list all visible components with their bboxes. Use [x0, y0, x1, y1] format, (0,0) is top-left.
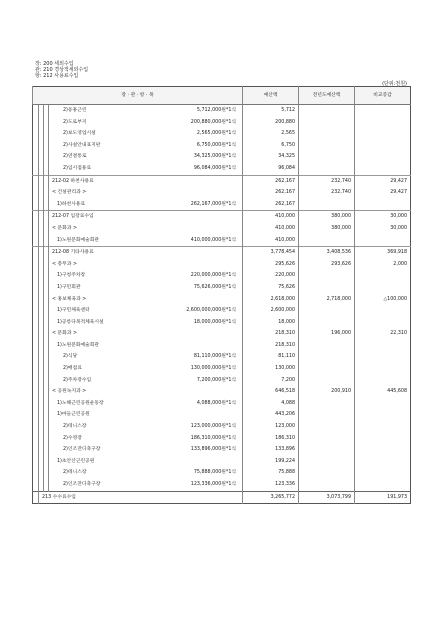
row-label: 1)구청주차장 [57, 273, 86, 279]
table-row [33, 467, 411, 479]
table-row [33, 386, 411, 398]
row-label: 2)입시점용료 [63, 165, 92, 171]
row-prev: 293,626 [299, 259, 355, 271]
row-name [49, 479, 243, 491]
row-label: 2)연결통로 [63, 154, 87, 160]
row-label: < 총무과 > [52, 261, 77, 267]
row-budget: 200,880 [243, 117, 299, 129]
header-chapter: 장: 200 세외수입 [35, 61, 74, 67]
row-label: 212-02 하천사용료 [52, 178, 94, 184]
row-name [49, 151, 243, 163]
table-row [33, 128, 411, 140]
row-diff: 30,000 [355, 223, 411, 235]
row-prev [299, 421, 355, 433]
row-budget: 199,224 [243, 456, 299, 468]
row-amount: 6,750,000원*1식 [196, 142, 237, 148]
row-diff [355, 479, 411, 491]
table-row [33, 409, 411, 421]
table-row [33, 117, 411, 129]
row-budget: 34,325 [243, 151, 299, 163]
row-prev: 380,000 [299, 223, 355, 235]
row-diff [355, 305, 411, 317]
row-budget: 218,310 [243, 340, 299, 352]
row-diff: △100,000 [355, 294, 411, 306]
row-name [49, 199, 243, 211]
table-row [33, 223, 411, 235]
table-row [33, 282, 411, 294]
row-amount: 96,084,000원*1식 [193, 165, 237, 171]
row-budget: 123,336 [243, 479, 299, 491]
row-amount: 75,888,000원*1식 [193, 470, 237, 476]
row-prev [299, 433, 355, 445]
row-prev [299, 398, 355, 410]
table-row [33, 479, 411, 491]
row-amount: 75,626,000원*1식 [193, 284, 237, 290]
row-label: < 문화과 > [52, 225, 77, 231]
row-budget: 123,000 [243, 421, 299, 433]
row-name [49, 211, 243, 223]
row-label: 1)마들근린공원 [57, 412, 90, 418]
row-amount: 2,565,000원*1식 [196, 131, 237, 137]
row-diff [355, 467, 411, 479]
table-row [33, 199, 411, 211]
row-name [49, 398, 243, 410]
row-prev [299, 105, 355, 117]
row-label: 2)주차장수입 [63, 377, 92, 383]
row-diff: 22,310 [355, 328, 411, 340]
row-amount: 34,325,000원*1식 [193, 154, 237, 160]
table-row [33, 363, 411, 375]
row-label: 2)수영장 [63, 435, 82, 441]
row-name [49, 467, 243, 479]
row-amount: 81,110,000원*1식 [193, 354, 237, 360]
row-label: < 홍보체육과 > [52, 296, 87, 302]
row-label: 2)인조잔디축구장 [63, 482, 101, 487]
row-label: 212-08 기타사용료 [52, 250, 94, 256]
row-amount: 133,896,000원*1식 [190, 447, 237, 453]
row-label: 1)초안산근린공원 [57, 458, 95, 464]
row-budget: 443,206 [243, 409, 299, 421]
table-row [33, 175, 411, 187]
row-name [49, 259, 243, 271]
table-row [33, 444, 411, 456]
row-label: 2)동홍근린 [63, 108, 87, 113]
row-diff: 369,918 [355, 247, 411, 259]
row-prev [299, 270, 355, 282]
row-label: 2)도로부지 [63, 119, 87, 125]
table-row [33, 351, 411, 363]
row-prev [299, 117, 355, 129]
row-budget: 295,626 [243, 259, 299, 271]
row-budget: 410,000 [243, 211, 299, 223]
row-amount: 186,310,000원*1식 [190, 435, 237, 441]
row-label: 2)보도영업시설 [63, 131, 96, 137]
row-diff [355, 456, 411, 468]
row-prev [299, 305, 355, 317]
row-name [49, 328, 243, 340]
row-budget: 186,310 [243, 433, 299, 445]
row-name [49, 117, 243, 129]
row-prev [299, 151, 355, 163]
row-diff: 29,427 [355, 175, 411, 187]
row-diff [355, 282, 411, 294]
row-prev [299, 317, 355, 329]
table-row [33, 398, 411, 410]
row-diff: 445,608 [355, 386, 411, 398]
row-name [49, 140, 243, 152]
row-prev: 3,408,536 [299, 247, 355, 259]
row-budget: 2,618,000 [243, 294, 299, 306]
table-row [33, 235, 411, 247]
row-label: 2)테니스장 [63, 470, 87, 476]
row-amount: 18,000,000원*1식 [193, 319, 237, 325]
table-row [33, 140, 411, 152]
row-diff [355, 375, 411, 387]
row-prev [299, 409, 355, 421]
row-name [49, 444, 243, 456]
row-name [49, 456, 243, 468]
row-name [49, 340, 243, 352]
row-name [49, 175, 243, 187]
col-header-diff: 비교증감 [355, 87, 411, 105]
row-budget: 410,000 [243, 235, 299, 247]
row-amount: 5,712,000원*1식 [196, 108, 237, 113]
row-budget: 2,565 [243, 128, 299, 140]
row-budget: 75,888 [243, 467, 299, 479]
row-label: 2)식당 [63, 354, 78, 360]
row-budget: 262,167 [243, 175, 299, 187]
table-row [33, 456, 411, 468]
table-row [33, 375, 411, 387]
row-prev [299, 340, 355, 352]
table-row [33, 270, 411, 282]
table-row [33, 305, 411, 317]
row-name [49, 433, 243, 445]
col-header-prev: 전년도예산액 [299, 87, 355, 105]
table-row [33, 317, 411, 329]
row-name [49, 305, 243, 317]
budget-table [32, 86, 411, 504]
footer-label: 213 수수료수입 [39, 491, 243, 504]
row-prev [299, 479, 355, 491]
footer-prev: 3,073,799 [299, 491, 355, 504]
row-name [49, 317, 243, 329]
row-budget: 218,310 [243, 328, 299, 340]
row-name [49, 223, 243, 235]
row-budget: 75,626 [243, 282, 299, 294]
row-diff [355, 421, 411, 433]
footer-row [33, 491, 411, 504]
row-name [49, 386, 243, 398]
table-row [33, 433, 411, 445]
row-amount: 262,167,000원*1식 [190, 201, 237, 207]
row-budget: 7,200 [243, 375, 299, 387]
row-prev [299, 282, 355, 294]
row-budget: 81,110 [243, 351, 299, 363]
row-prev: 2,718,000 [299, 294, 355, 306]
row-label: 1)노원문화예술회관 [57, 342, 99, 348]
row-budget: 4,088 [243, 398, 299, 410]
row-label: 1)노원문화예술회관 [57, 237, 99, 243]
row-diff: 2,000 [355, 259, 411, 271]
row-budget: 410,000 [243, 223, 299, 235]
row-amount: 410,000,000원*1식 [190, 237, 237, 243]
row-diff [355, 317, 411, 329]
row-budget: 3,778,454 [243, 247, 299, 259]
row-prev [299, 351, 355, 363]
table-row [33, 211, 411, 223]
row-label: 212-07 입장료수입 [52, 214, 94, 220]
row-diff [355, 340, 411, 352]
table-row [33, 187, 411, 199]
row-name [49, 294, 243, 306]
row-diff: 30,000 [355, 211, 411, 223]
row-prev [299, 363, 355, 375]
row-diff: 29,427 [355, 187, 411, 199]
row-diff [355, 433, 411, 445]
row-name [49, 363, 243, 375]
row-name [49, 105, 243, 117]
row-prev [299, 163, 355, 175]
table-row [33, 163, 411, 175]
table-header-row [33, 87, 411, 105]
row-label: 1)구민회관 [57, 284, 81, 290]
row-prev: 232,740 [299, 187, 355, 199]
footer-diff: 191,973 [355, 491, 411, 504]
row-diff [355, 409, 411, 421]
row-diff [355, 163, 411, 175]
row-diff [355, 398, 411, 410]
table-row [33, 294, 411, 306]
row-budget: 18,000 [243, 317, 299, 329]
row-budget: 2,600,000 [243, 305, 299, 317]
table-row [33, 247, 411, 259]
row-budget: 133,896 [243, 444, 299, 456]
unit-label: (단위:천원) [382, 81, 407, 87]
row-prev: 232,740 [299, 175, 355, 187]
row-prev: 380,000 [299, 211, 355, 223]
table-row [33, 105, 411, 117]
table-row [33, 151, 411, 163]
row-name [49, 128, 243, 140]
row-diff [355, 351, 411, 363]
row-prev [299, 456, 355, 468]
row-label: 1)공릉다목적체육시설 [57, 319, 104, 325]
row-name [49, 409, 243, 421]
row-diff [355, 199, 411, 211]
table-row [33, 340, 411, 352]
row-diff [355, 140, 411, 152]
row-name [49, 247, 243, 259]
header-section: 관: 210 경상적세외수입 [35, 67, 89, 73]
row-name [49, 163, 243, 175]
row-diff [355, 151, 411, 163]
row-prev [299, 140, 355, 152]
row-prev [299, 235, 355, 247]
table-row [33, 421, 411, 433]
row-prev: 196,000 [299, 328, 355, 340]
table-row [33, 328, 411, 340]
row-prev [299, 444, 355, 456]
row-diff [355, 444, 411, 456]
row-name [49, 351, 243, 363]
row-amount: 2,600,000,000원*1식 [186, 308, 237, 314]
row-label: 2)인조잔디축구장 [63, 447, 101, 453]
row-prev [299, 375, 355, 387]
col-header-name: 장 · 관 · 항 · 목 [33, 87, 243, 105]
row-name [49, 235, 243, 247]
row-label: 1)노해근린공원운동장 [57, 400, 104, 406]
row-budget: 5,712 [243, 105, 299, 117]
row-prev [299, 128, 355, 140]
row-name [49, 282, 243, 294]
row-budget: 220,000 [243, 270, 299, 282]
row-label: 1)구민체육센터 [57, 308, 90, 314]
row-label: 2)매점료 [63, 366, 82, 372]
row-diff [355, 128, 411, 140]
row-name [49, 187, 243, 199]
row-prev [299, 199, 355, 211]
row-prev: 200,910 [299, 386, 355, 398]
row-budget: 130,000 [243, 363, 299, 375]
row-diff [355, 270, 411, 282]
row-amount: 4,088,000원*1식 [196, 400, 237, 406]
row-amount: 7,200,000원*1식 [196, 377, 237, 383]
row-label: 2)테니스장 [63, 424, 87, 430]
row-diff [355, 105, 411, 117]
row-name [49, 421, 243, 433]
row-label: < 문화과 > [52, 331, 77, 337]
row-label: < 공원녹지과 > [52, 389, 87, 395]
header-item: 항: 212 사용료수입 [35, 73, 79, 79]
row-diff [355, 117, 411, 129]
footer-budget: 3,265,772 [243, 491, 299, 504]
row-amount: 123,336,000원*1식 [190, 482, 237, 487]
row-amount: 200,880,000원*1식 [190, 119, 237, 125]
row-label: < 건설관리과 > [52, 190, 87, 196]
row-name [49, 375, 243, 387]
row-diff [355, 235, 411, 247]
row-prev [299, 467, 355, 479]
row-budget: 262,167 [243, 187, 299, 199]
row-name [49, 270, 243, 282]
row-diff [355, 363, 411, 375]
row-budget: 646,518 [243, 386, 299, 398]
row-amount: 220,000,000원*1식 [190, 273, 237, 279]
row-label: 2)사설안내표지판 [63, 142, 101, 148]
row-amount: 123,000,000원*1식 [190, 424, 237, 430]
row-amount: 130,000,000원*1식 [190, 366, 237, 372]
row-budget: 6,750 [243, 140, 299, 152]
row-budget: 96,084 [243, 163, 299, 175]
row-label: 1)하천사용료 [57, 201, 86, 207]
col-header-budget: 예산액 [243, 87, 299, 105]
table-row [33, 259, 411, 271]
row-budget: 262,167 [243, 199, 299, 211]
